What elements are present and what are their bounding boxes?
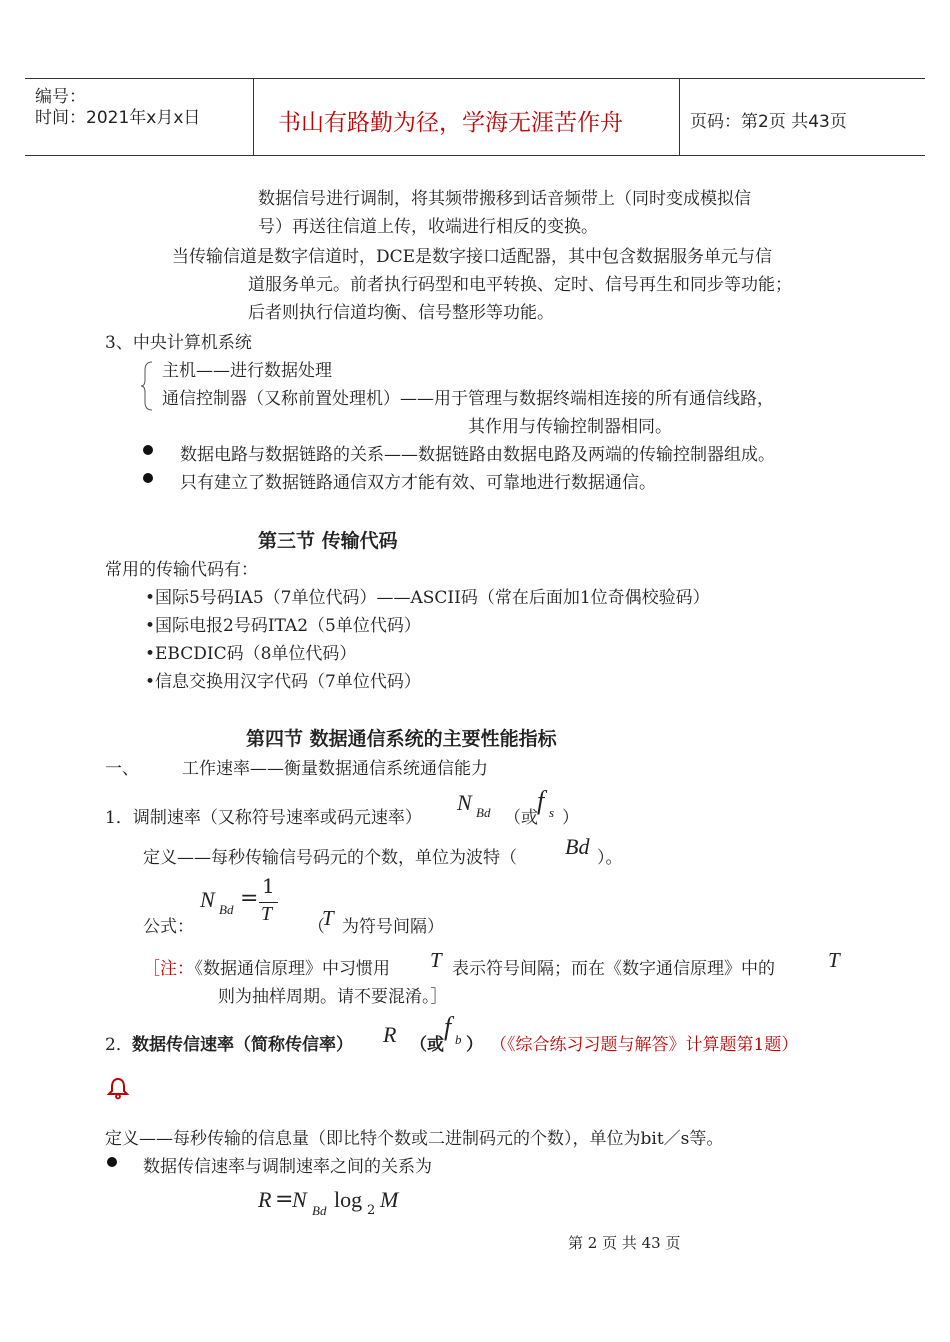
header-divider-left	[253, 78, 254, 156]
item-2-or: （或	[410, 1035, 444, 1055]
header-motto: 书山有路勤为径，学海无涯苦作舟	[278, 110, 623, 136]
host-line: 主机——进行数据处理	[162, 361, 332, 381]
symbol-R: R	[383, 1022, 397, 1047]
bullet-dot-2	[143, 473, 153, 483]
definition-1-a: 定义——每秒传输信号码元的个数，单位为波特（	[143, 848, 517, 868]
bullet-text-3: 数据传信速率与调制速率之间的关系为	[143, 1157, 432, 1177]
section-3-title: 第三节 传输代码	[258, 530, 398, 552]
code-item-1: •国际5号码IA5（7单位代码）——ASCII码（常在后面加1位奇偶校验码）	[145, 588, 710, 608]
relation-N: N	[292, 1187, 307, 1212]
bullet-text-1: 数据电路与数据链路的关系——数据链路由数据电路及两端的传输控制器组成。	[180, 445, 775, 465]
symbol-f-b: f	[444, 1012, 452, 1041]
relation-equals: =	[275, 1187, 294, 1212]
code-item-4: •信息交换用汉字代码（7单位代码）	[145, 672, 421, 692]
code-item-3: •EBCDIC码（8单位代码）	[145, 644, 357, 664]
formula-label: 公式：	[143, 917, 194, 937]
formula-N: N	[200, 887, 215, 912]
para1-line1: 数据信号进行调制，将其频带搬移到话音频带上（同时变成模拟信	[258, 189, 751, 209]
symbol-Bd-sub: Bd	[476, 805, 491, 820]
bullet-dot-1	[143, 445, 153, 455]
relation-R: R	[258, 1187, 272, 1212]
item-2-number: 2．	[105, 1035, 133, 1055]
header-divider-right	[679, 78, 680, 156]
note-T-2: T	[828, 948, 840, 972]
formula-numerator: 1	[262, 874, 275, 898]
header-top-rule	[25, 78, 925, 79]
unit-Bd: Bd	[565, 834, 590, 859]
symbol-f: f	[537, 786, 545, 815]
header-bottom-rule	[25, 155, 925, 156]
para2-line1: 当传输信道是数字信道时，DCE是数字接口适配器，其中包含数据服务单元与信	[172, 247, 773, 267]
subsection-number: 一、	[105, 759, 139, 779]
comm-controller-line2: 其作用与传输控制器相同。	[468, 417, 672, 437]
item-2-heading: 数据传信速率（简称传信率）	[132, 1035, 353, 1055]
note-text-1: 《数据通信原理》中习惯用	[186, 959, 390, 979]
para2-line3: 后者则执行信道均衡、信号整形等功能。	[248, 303, 554, 323]
note-text-3: 则为抽样周期。请不要混淆。］	[218, 987, 448, 1007]
item-1-or: （或	[504, 808, 538, 828]
item-1-close: ）	[562, 808, 579, 828]
relation-Bd-sub: Bd	[312, 1203, 327, 1218]
codes-intro: 常用的传输代码有：	[105, 560, 258, 580]
formula-denominator: T	[261, 903, 273, 925]
formula-Bd-sub: Bd	[219, 902, 234, 917]
definition-1-b: ）。	[597, 848, 623, 868]
code-item-2: •国际电报2号码ITA2（5单位代码）	[145, 616, 421, 636]
formula-note-open: （	[308, 917, 325, 937]
symbol-b-sub: b	[455, 1032, 462, 1047]
relation-log: log	[334, 1187, 363, 1212]
relation-log-base: 2	[367, 1203, 376, 1218]
bullet-text-2: 只有建立了数据链路通信双方才能有效、可靠地进行数据通信。	[180, 473, 656, 493]
para1-line2: 号）再送往信道上传，收端进行相反的变换。	[258, 217, 598, 237]
symbol-N: N	[457, 790, 472, 815]
header-time-label: 时间：2021年x月x日	[35, 108, 201, 128]
formula-note-T: T	[322, 906, 334, 930]
header-page-label: 页码：第2页 共43页	[690, 112, 847, 132]
bell-icon	[106, 1076, 130, 1100]
item-2-close: ）	[466, 1035, 483, 1055]
item-2-reference: （《综合练习习题与解答》计算题第1题）	[490, 1035, 799, 1055]
formula-note-text: 为符号间隔）	[342, 917, 444, 937]
note-T-1: T	[430, 948, 442, 972]
footer-page-number: 第 2 页 共 43 页	[568, 1234, 681, 1252]
para2-line2: 道服务单元。前者执行码型和电平转换、定时、信号再生和同步等功能；	[248, 275, 792, 295]
relation-M: M	[380, 1187, 399, 1212]
item-1-heading: 1．调制速率（又称符号速率或码元速率）	[105, 808, 422, 828]
symbol-s-sub: s	[549, 805, 555, 820]
formula-equals: =	[240, 886, 259, 911]
work-rate-heading: 工作速率——衡量数据通信系统通信能力	[182, 759, 488, 779]
definition-2: 定义——每秒传输的信息量（即比特个数或二进制码元的个数），单位为bit／s等。	[105, 1129, 724, 1149]
comm-controller-line1: 通信控制器（又称前置处理机）——用于管理与数据终端相连接的所有通信线路，	[162, 389, 774, 409]
header-number-label: 编号：	[35, 87, 86, 107]
bullet-dot-3	[107, 1157, 117, 1167]
note-text-2: 表示符号间隔；而在《数字通信原理》中的	[452, 959, 775, 979]
brace-icon	[140, 360, 154, 412]
note-bracket-label: ［注：	[143, 959, 194, 979]
section3-heading: 3、中央计算机系统	[105, 333, 252, 353]
section-4-title: 第四节 数据通信系统的主要性能指标	[246, 728, 557, 750]
